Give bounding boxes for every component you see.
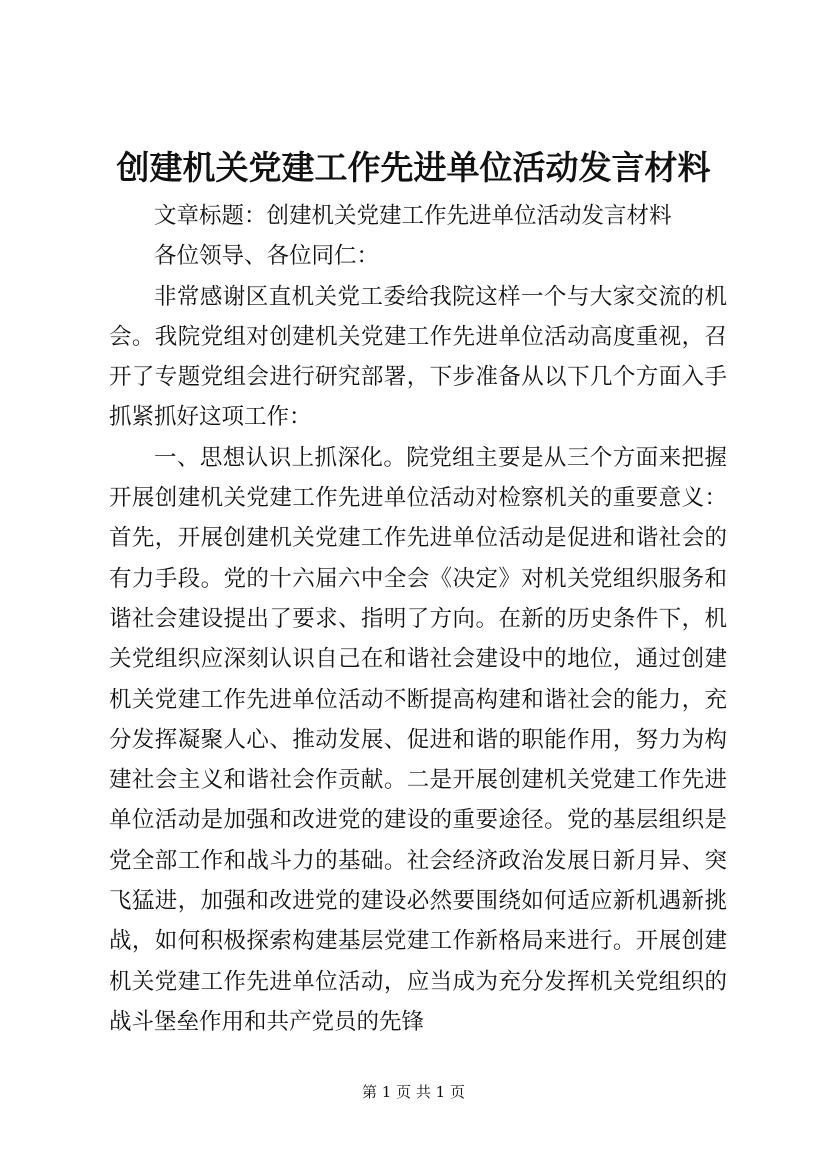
document-title: 创建机关党建工作先进单位活动发言材料 bbox=[116, 148, 711, 187]
salutation: 各位领导、各位同仁： bbox=[154, 243, 380, 270]
document-body bbox=[109, 196, 727, 1042]
section-one-paragraph: 一、思想认识上抓深化。院党组主要是从三个方面来把握开展创建机关党建工作先进单位活动对检察机关的重要意义：首先，开展创建机关党建工作先进单位活动是促进和谐社会的有力手段。党的十六届六中全会《决定》对机关党组织服务和谐社会建设提出了要求、指明了方向。在新的历史条件下，机关党组织应深刻认识自己在和谐社会建设中的地位，通过创建机关党建工作先进单位活动不断提高构建和谐社会的能力，充分发挥凝聚人心、推动发展、促进和谐的职能作用，努力为构建社会主义和谐社会作贡献。二是开展创建机关党建工作先进单位活动是加强和改进党的建设的重要途径。党的基层组织是党全部工作和战斗力的基础。社会经济政治发展日新月异、突飞猛进，加强和改进党的建设必然要围绕如何适应新机遇新挑战，如何积极探索构建基层党建工作新格局来进行。开展创建机关党建工作先进单位活动，应当成为充分发挥机关党组织的战斗堡垒作用和共产党员的先锋 bbox=[109, 444, 727, 1035]
article-title-line: 文章标题：创建机关党建工作先进单位活动发言材料 bbox=[154, 203, 672, 229]
page-number: 第 1 页 共 1 页 bbox=[362, 1083, 465, 1101]
intro-paragraph: 非常感谢区直机关党工委给我院这样一个与大家交流的机会。我院党组对创建机关党建工作先进单位活动高度重视，召开了专题党组会进行研究部署，下步准备从以下几个方面入手抓紧抓好这项工作： bbox=[109, 283, 727, 431]
